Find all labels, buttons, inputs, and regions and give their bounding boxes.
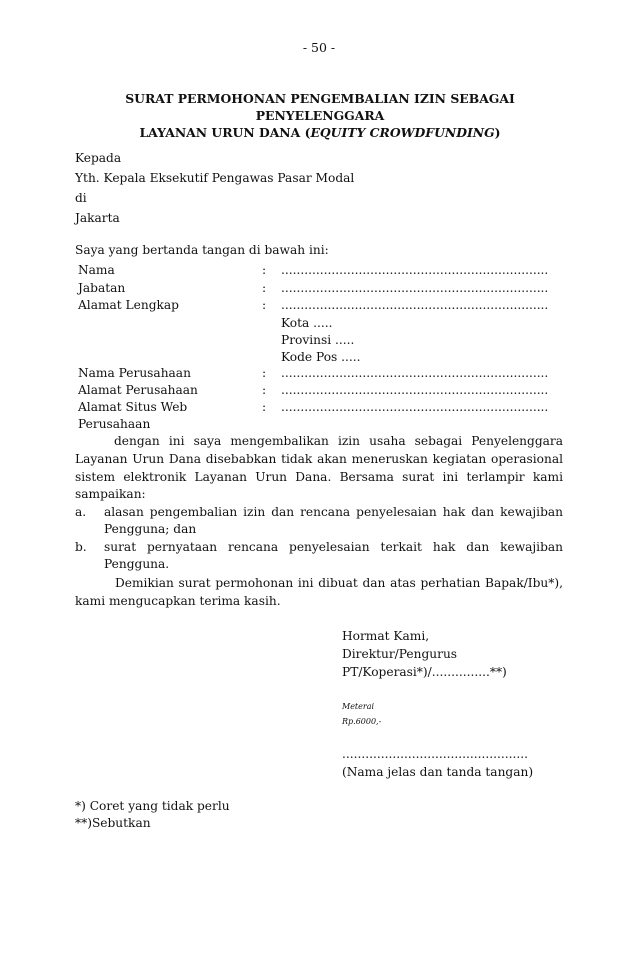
recipient-kepada: Kepada bbox=[75, 151, 122, 165]
body-line-1: dengan ini saya mengembalikan izin usaha sebagai Penyelenggara bbox=[114, 434, 563, 448]
field-alamat-perusahaan-value: ..................................................................... bbox=[281, 383, 549, 397]
field-alamat-colon: : bbox=[262, 298, 267, 312]
item-b-marker: b. bbox=[75, 540, 87, 554]
letter-title bbox=[60, 90, 580, 141]
item-a-line-2: Pengguna; dan bbox=[104, 522, 197, 536]
title-line-2-italic: EQUITY CROWDFUNDING bbox=[310, 125, 495, 140]
field-jabatan-label: Jabatan bbox=[78, 281, 126, 295]
field-kota: Kota ..... bbox=[281, 316, 333, 330]
field-alamat-label: Alamat Lengkap bbox=[78, 298, 179, 312]
title-line-1: SURAT PERMOHONAN PENGEMBALIAN IZIN SEBAGAI PENYELENGGARA bbox=[125, 91, 515, 123]
item-a-marker: a. bbox=[75, 505, 87, 519]
sig-meterai: Meterai bbox=[342, 702, 375, 711]
sig-hormat: Hormat Kami, bbox=[342, 629, 430, 643]
field-nama-perusahaan-colon: : bbox=[262, 366, 267, 380]
sig-company: PT/Koperasi*)/...............**) bbox=[342, 665, 507, 679]
footnote-2: **)Sebutkan bbox=[75, 816, 151, 830]
body-line-2: Layanan Urun Dana disebabkan tidak akan meneruskan kegiatan operasional bbox=[75, 452, 563, 466]
sig-meterai-amount: Rp.6000,- bbox=[342, 717, 382, 726]
field-situs-label-cont: Perusahaan bbox=[78, 417, 151, 431]
field-situs-colon: : bbox=[262, 400, 267, 414]
item-b-line-2: Pengguna. bbox=[104, 557, 170, 571]
field-kode-pos: Kode Pos ..... bbox=[281, 350, 361, 364]
sig-direktur: Direktur/Pengurus bbox=[342, 647, 458, 661]
intro-text: Saya yang bertanda tangan di bawah ini: bbox=[75, 243, 329, 257]
recipient-city: Jakarta bbox=[75, 211, 120, 225]
field-situs-value: ..................................................................... bbox=[281, 400, 549, 414]
item-a-line-1: alasan pengembalian izin dan rencana penyelesaian hak dan kewajiban bbox=[104, 505, 563, 519]
closing-line-1: Demikian surat permohonan ini dibuat dan atas perhatian Bapak/Ibu*), bbox=[115, 576, 563, 590]
page-number: - 50 - bbox=[302, 40, 336, 55]
body-line-4: sampaikan: bbox=[75, 487, 146, 501]
field-nama-colon: : bbox=[262, 263, 267, 277]
title-line-2-prefix: LAYANAN URUN DANA ( bbox=[139, 125, 311, 140]
footnote-1: *) Coret yang tidak perlu bbox=[75, 799, 230, 813]
field-alamat-perusahaan-colon: : bbox=[262, 383, 267, 397]
field-nama-value: ..................................................................... bbox=[281, 263, 549, 277]
recipient-di: di bbox=[75, 191, 87, 205]
sig-line: ................................................ bbox=[342, 747, 528, 761]
field-nama-perusahaan-value: ..................................................................... bbox=[281, 366, 549, 380]
field-nama-perusahaan-label: Nama Perusahaan bbox=[78, 366, 191, 380]
recipient-yth: Yth. Kepala Eksekutif Pengawas Pasar Modal bbox=[75, 171, 355, 185]
field-alamat-value: ..................................................................... bbox=[281, 298, 549, 312]
closing-line-2: kami mengucapkan terima kasih. bbox=[75, 594, 281, 608]
body-line-3: sistem elektronik Layanan Urun Dana. Bersama surat ini terlampir kami bbox=[75, 470, 563, 484]
title-line-2-suffix: ) bbox=[494, 125, 501, 140]
field-alamat-perusahaan-label: Alamat Perusahaan bbox=[78, 383, 198, 397]
field-jabatan-colon: : bbox=[262, 281, 267, 295]
title-line-2 bbox=[60, 124, 580, 141]
item-b-line-1: surat pernyataan rencana penyelesaian terkait hak dan kewajiban bbox=[104, 540, 563, 554]
field-situs-label: Alamat Situs Web bbox=[78, 400, 188, 414]
field-nama-label: Nama bbox=[78, 263, 115, 277]
sig-name-caption: (Nama jelas dan tanda tangan) bbox=[342, 765, 534, 779]
field-jabatan-value: ..................................................................... bbox=[281, 281, 549, 295]
field-provinsi: Provinsi ..... bbox=[281, 333, 355, 347]
